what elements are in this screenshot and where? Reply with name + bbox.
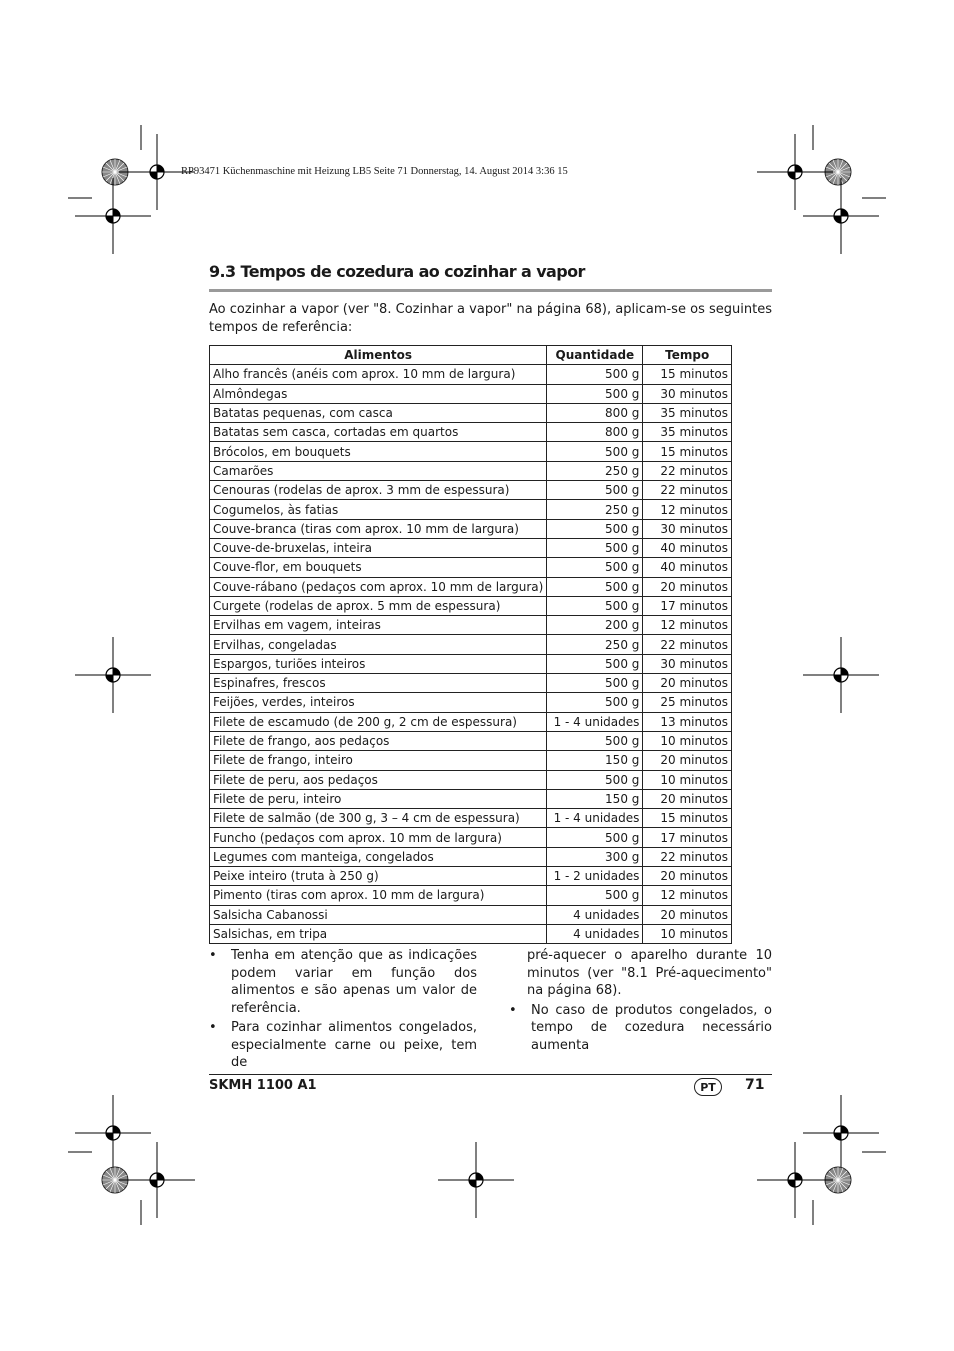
table-row	[210, 828, 732, 847]
cell-time: 30 minutos	[643, 384, 732, 403]
note-text: Tenha em atenção que as indicações podem variar em função dos alimentos e são apenas um valor de referência.	[231, 948, 477, 1016]
cell-time: 15 minutos	[643, 442, 732, 461]
cell-quantity: 500 g	[547, 731, 643, 750]
cell-time: 17 minutos	[643, 828, 732, 847]
cell-quantity: 800 g	[547, 403, 643, 422]
table-row	[210, 519, 732, 538]
cell-food: Filete de peru, inteiro	[210, 789, 547, 808]
cell-quantity: 150 g	[547, 751, 643, 770]
cell-food: Filete de frango, aos pedaços	[210, 731, 547, 750]
cell-time: 22 minutos	[643, 461, 732, 480]
cell-time: 25 minutos	[643, 693, 732, 712]
cell-food: Cogumelos, às fatias	[210, 500, 547, 519]
cell-time: 15 minutos	[643, 365, 732, 384]
table-row	[210, 712, 732, 731]
cell-food: Ervilhas, congeladas	[210, 635, 547, 654]
table-row	[210, 500, 732, 519]
table-row	[210, 577, 732, 596]
note-item	[509, 1002, 772, 1055]
page-number: 71	[745, 1077, 765, 1093]
cell-food: Camarões	[210, 461, 547, 480]
cell-food: Salsicha Cabanossi	[210, 905, 547, 924]
notes-right-column	[509, 947, 772, 1056]
section-title: 9.3 Tempos de cozedura ao cozinhar a vapor	[209, 262, 585, 281]
cell-quantity: 250 g	[547, 635, 643, 654]
cell-quantity: 4 unidades	[547, 924, 643, 943]
cell-quantity: 500 g	[547, 577, 643, 596]
header-time: Tempo	[643, 346, 732, 365]
steaming-times-table	[209, 345, 732, 944]
cell-quantity: 500 g	[547, 828, 643, 847]
cell-time: 10 minutos	[643, 770, 732, 789]
cell-quantity: 500 g	[547, 654, 643, 673]
cell-quantity: 150 g	[547, 789, 643, 808]
table-row	[210, 867, 732, 886]
cell-quantity: 1 - 4 unidades	[547, 712, 643, 731]
cell-quantity: 250 g	[547, 500, 643, 519]
table-header-row	[210, 346, 732, 365]
cell-food: Curgete (rodelas de aprox. 5 mm de espessura)	[210, 596, 547, 615]
cell-time: 20 minutos	[643, 751, 732, 770]
cell-time: 35 minutos	[643, 423, 732, 442]
cell-food: Funcho (pedaços com aprox. 10 mm de largura)	[210, 828, 547, 847]
cell-quantity: 500 g	[547, 442, 643, 461]
cell-time: 22 minutos	[643, 481, 732, 500]
intro-paragraph: Ao cozinhar a vapor (ver "8. Cozinhar a vapor" na página 68), aplicam-se os seguintes tempos de referência:	[209, 302, 772, 335]
bullet-icon: •	[209, 948, 217, 963]
cell-food: Batatas sem casca, cortadas em quartos	[210, 423, 547, 442]
header-food: Alimentos	[210, 346, 547, 365]
table-row	[210, 789, 732, 808]
cell-quantity: 250 g	[547, 461, 643, 480]
table-row	[210, 558, 732, 577]
cell-time: 12 minutos	[643, 886, 732, 905]
cell-time: 17 minutos	[643, 596, 732, 615]
table-row	[210, 365, 732, 384]
cell-time: 30 minutos	[643, 654, 732, 673]
table-row	[210, 731, 732, 750]
table-row	[210, 654, 732, 673]
cell-time: 10 minutos	[643, 731, 732, 750]
cell-food: Feijões, verdes, inteiros	[210, 693, 547, 712]
table-row	[210, 442, 732, 461]
table-row	[210, 403, 732, 422]
cell-food: Couve-branca (tiras com aprox. 10 mm de largura)	[210, 519, 547, 538]
cell-food: Ervilhas em vagem, inteiras	[210, 616, 547, 635]
cell-time: 20 minutos	[643, 674, 732, 693]
cell-quantity: 500 g	[547, 693, 643, 712]
cell-time: 12 minutos	[643, 616, 732, 635]
cell-time: 12 minutos	[643, 500, 732, 519]
cell-quantity: 500 g	[547, 558, 643, 577]
cell-food: Espinafres, frescos	[210, 674, 547, 693]
cell-time: 10 minutos	[643, 924, 732, 943]
cell-time: 30 minutos	[643, 519, 732, 538]
table-row	[210, 770, 732, 789]
table-row	[210, 461, 732, 480]
notes-left-column	[209, 947, 477, 1074]
table-row	[210, 384, 732, 403]
cell-time: 22 minutos	[643, 847, 732, 866]
cell-time: 20 minutos	[643, 577, 732, 596]
footer-model: SKMH 1100 A1	[209, 1078, 317, 1093]
cell-time: 20 minutos	[643, 789, 732, 808]
cell-quantity: 500 g	[547, 519, 643, 538]
cell-time: 20 minutos	[643, 905, 732, 924]
cell-food: Couve-flor, em bouquets	[210, 558, 547, 577]
cell-time: 35 minutos	[643, 403, 732, 422]
note-item	[209, 947, 477, 1017]
table-row	[210, 674, 732, 693]
print-header: RP93471 Küchenmaschine mit Heizung LB5 Seite 71 Donnerstag, 14. August 2014 3:36 15	[181, 166, 568, 177]
table-row	[210, 596, 732, 615]
cell-quantity: 1 - 2 unidades	[547, 867, 643, 886]
cell-quantity: 4 unidades	[547, 905, 643, 924]
cell-food: Legumes com manteiga, congelados	[210, 847, 547, 866]
cell-food: Filete de peru, aos pedaços	[210, 770, 547, 789]
language-badge: PT	[694, 1078, 722, 1096]
cell-quantity: 500 g	[547, 886, 643, 905]
cell-food: Alho francês (anéis com aprox. 10 mm de largura)	[210, 365, 547, 384]
cell-quantity: 500 g	[547, 596, 643, 615]
cell-quantity: 200 g	[547, 616, 643, 635]
cell-quantity: 500 g	[547, 770, 643, 789]
cell-quantity: 500 g	[547, 538, 643, 557]
table-row	[210, 616, 732, 635]
cell-food: Espargos, turiões inteiros	[210, 654, 547, 673]
note-item	[209, 1019, 477, 1072]
note-text: No caso de produtos congelados, o tempo de cozedura necessário aumenta	[531, 1002, 772, 1053]
cell-quantity: 300 g	[547, 847, 643, 866]
table-row	[210, 423, 732, 442]
footer-rule	[209, 1074, 772, 1075]
table-row	[210, 905, 732, 924]
table-row	[210, 886, 732, 905]
cell-time: 40 minutos	[643, 558, 732, 577]
cell-time: 13 minutos	[643, 712, 732, 731]
heading-rule	[209, 289, 772, 292]
note-continuation: pré-aquecer o aparelho durante 10 minutos (ver "8.1 Pré-aquecimento" na página 68).	[527, 948, 772, 998]
table-row	[210, 847, 732, 866]
cell-food: Salsichas, em tripa	[210, 924, 547, 943]
cell-quantity: 500 g	[547, 481, 643, 500]
table-row	[210, 693, 732, 712]
bullet-icon: •	[509, 1002, 517, 1018]
table-row	[210, 809, 732, 828]
table-body	[210, 365, 732, 944]
cell-food: Brócolos, em bouquets	[210, 442, 547, 461]
cell-food: Batatas pequenas, com casca	[210, 403, 547, 422]
cell-food: Filete de escamudo (de 200 g, 2 cm de espessura)	[210, 712, 547, 731]
cell-food: Couve-de-bruxelas, inteira	[210, 538, 547, 557]
table-row	[210, 924, 732, 943]
table-row	[210, 635, 732, 654]
header-quantity: Quantidade	[547, 346, 643, 365]
note-text: Para cozinhar alimentos congelados, especialmente carne ou peixe, tem de	[231, 1020, 477, 1070]
cell-food: Almôndegas	[210, 384, 547, 403]
bullet-icon: •	[209, 1020, 217, 1035]
cell-food: Pimento (tiras com aprox. 10 mm de largura)	[210, 886, 547, 905]
cell-quantity: 500 g	[547, 674, 643, 693]
cell-food: Couve-rábano (pedaços com aprox. 10 mm de largura)	[210, 577, 547, 596]
cell-time: 40 minutos	[643, 538, 732, 557]
cell-food: Peixe inteiro (truta à 250 g)	[210, 867, 547, 886]
cell-quantity: 1 - 4 unidades	[547, 809, 643, 828]
cell-quantity: 500 g	[547, 384, 643, 403]
cell-time: 20 minutos	[643, 867, 732, 886]
cell-quantity: 800 g	[547, 423, 643, 442]
table-row	[210, 538, 732, 557]
cell-food: Filete de salmão (de 300 g, 3 – 4 cm de espessura)	[210, 809, 547, 828]
table-row	[210, 481, 732, 500]
cell-food: Filete de frango, inteiro	[210, 751, 547, 770]
cell-food: Cenouras (rodelas de aprox. 3 mm de espessura)	[210, 481, 547, 500]
cell-time: 22 minutos	[643, 635, 732, 654]
table-row	[210, 751, 732, 770]
cell-quantity: 500 g	[547, 365, 643, 384]
cell-time: 15 minutos	[643, 809, 732, 828]
